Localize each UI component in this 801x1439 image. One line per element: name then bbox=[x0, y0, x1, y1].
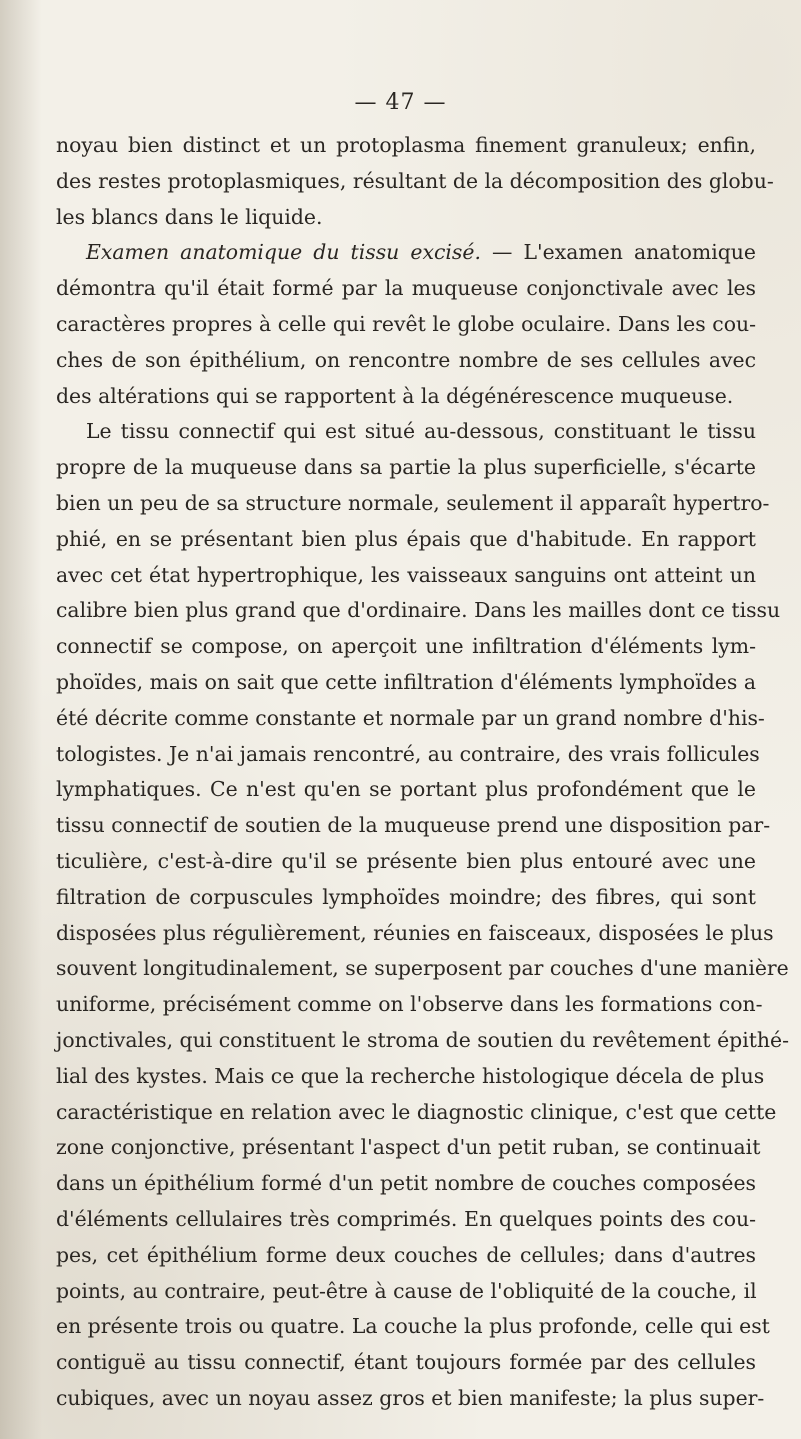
text-line bbox=[56, 1166, 756, 1202]
section-heading-italic: Examen anatomique du tissu excisé. bbox=[86, 240, 481, 265]
line-text: contiguë au tissu connectif, étant toujours formée par des cellules bbox=[56, 1350, 756, 1375]
text-line bbox=[56, 343, 756, 379]
line-text: été décrite comme constante et normale par un grand nombre d'his- bbox=[56, 705, 765, 730]
text-line bbox=[56, 486, 770, 522]
line-text: lial des kystes. Mais ce que la recherche histologique décela de plus bbox=[56, 1063, 765, 1088]
text-line bbox=[56, 1238, 756, 1274]
line-text: des altérations qui se rapportent à la dégénérescence muqueuse. bbox=[56, 383, 734, 408]
text-line bbox=[56, 772, 756, 808]
text-line bbox=[56, 235, 756, 271]
text-line bbox=[56, 951, 789, 987]
text-line bbox=[56, 307, 756, 343]
line-text: pes, cet épithélium forme deux couches de cellules; dans d'autres bbox=[56, 1242, 756, 1267]
line-text: caractéristique en relation avec le diagnostic clinique, c'est que cette bbox=[56, 1099, 777, 1124]
line-text: Le tissu connectif qui est situé au-dessous, constituant le tissu bbox=[86, 419, 756, 444]
line-text: lymphatiques. Ce n'est qu'en se portant plus profondément que le bbox=[56, 777, 756, 802]
line-text: d'éléments cellulaires très comprimés. En quelques points des cou- bbox=[56, 1206, 756, 1231]
text-line bbox=[56, 916, 774, 952]
line-text: connectif se compose, on aperçoit une infiltration d'éléments lym- bbox=[56, 634, 756, 659]
text-line bbox=[56, 1023, 790, 1059]
text-line bbox=[56, 665, 756, 701]
line-text: bien un peu de sa structure normale, seulement il apparaît hypertro- bbox=[56, 490, 770, 515]
text-line bbox=[56, 164, 774, 200]
text-line bbox=[56, 1059, 765, 1095]
text-line bbox=[56, 128, 756, 164]
line-text: ches de son épithélium, on rencontre nombre de ses cellules avec bbox=[56, 347, 756, 372]
text-line bbox=[56, 1095, 777, 1131]
text-line bbox=[56, 593, 781, 629]
page-number: — 47 — bbox=[354, 90, 447, 115]
line-text: dans un épithélium formé d'un petit nombre de couches composées bbox=[56, 1171, 756, 1196]
line-text: cubiques, avec un noyau assez gros et bien manifeste; la plus super- bbox=[56, 1385, 765, 1410]
line-text: avec cet état hypertrophique, les vaisseaux sanguins ont atteint un bbox=[56, 562, 756, 587]
text-line bbox=[56, 379, 756, 415]
line-text: en présente trois ou quatre. La couche la plus profonde, celle qui est bbox=[56, 1314, 770, 1339]
text-line bbox=[56, 880, 756, 916]
text-line bbox=[56, 1202, 756, 1238]
text-line bbox=[56, 558, 756, 594]
line-text: les blancs dans le liquide. bbox=[56, 204, 323, 229]
line-text: uniforme, précisément comme on l'observe dans les formations con- bbox=[56, 992, 763, 1017]
line-text: filtration de corpuscules lymphoïdes moindre; des fibres, qui sont bbox=[56, 884, 756, 909]
line-text: points, au contraire, peut-être à cause de l'obliquité de la couche, il bbox=[56, 1278, 757, 1303]
line-text: propre de la muqueuse dans sa partie la plus superficielle, s'écarte bbox=[56, 455, 756, 480]
line-text: disposées plus régulièrement, réunies en faisceaux, disposées le plus bbox=[56, 920, 774, 945]
line-text: des restes protoplasmiques, résultant de la décomposition des globu- bbox=[56, 168, 774, 193]
text-line bbox=[56, 522, 756, 558]
line-text: calibre bien plus grand que d'ordinaire. Dans les mailles dont ce tissu bbox=[56, 598, 781, 623]
line-text: jonctivales, qui constituent le stroma de soutien du revêtement épithé- bbox=[56, 1027, 790, 1052]
text-line bbox=[56, 1381, 765, 1417]
text-line bbox=[56, 808, 771, 844]
line-text: noyau bien distinct et un protoplasma finement granuleux; enfin, bbox=[56, 133, 756, 157]
text-line bbox=[56, 701, 765, 737]
line-text: ticulière, c'est-à-dire qu'il se présente bien plus entouré avec une bbox=[56, 848, 756, 873]
line-text: démontra qu'il était formé par la muqueuse conjonctivale avec les bbox=[56, 276, 756, 301]
text-line bbox=[56, 1274, 756, 1310]
line-text: caractères propres à celle qui revêt le globe oculaire. Dans les cou- bbox=[56, 311, 756, 336]
text-line bbox=[56, 1130, 761, 1166]
body-text bbox=[56, 128, 790, 1417]
text-line bbox=[56, 1309, 770, 1345]
text-line bbox=[56, 450, 756, 486]
line-text: zone conjonctive, présentant l'aspect d'un petit ruban, se continuait bbox=[56, 1135, 761, 1160]
text-line bbox=[56, 844, 756, 880]
text-line bbox=[56, 629, 756, 665]
line-text: phié, en se présentant bien plus épais que d'habitude. En rapport bbox=[56, 526, 756, 551]
line-text: souvent longitudinalement, se superposent par couches d'une manière bbox=[56, 956, 789, 981]
text-line bbox=[56, 414, 756, 450]
text-line bbox=[56, 1345, 756, 1381]
text-line bbox=[56, 737, 760, 773]
line-text: phoïdes, mais on sait que cette infiltration d'éléments lymphoïdes a bbox=[56, 669, 756, 694]
text-line bbox=[56, 987, 763, 1023]
line-text: tologistes. Je n'ai jamais rencontré, au contraire, des vrais follicules bbox=[56, 741, 760, 766]
line-text: — L'examen anatomique bbox=[480, 240, 756, 265]
text-line bbox=[56, 200, 756, 236]
line-text: tissu connectif de soutien de la muqueuse prend une disposition par- bbox=[56, 813, 771, 838]
text-line bbox=[56, 271, 756, 307]
page-binding-shadow bbox=[0, 0, 42, 1439]
